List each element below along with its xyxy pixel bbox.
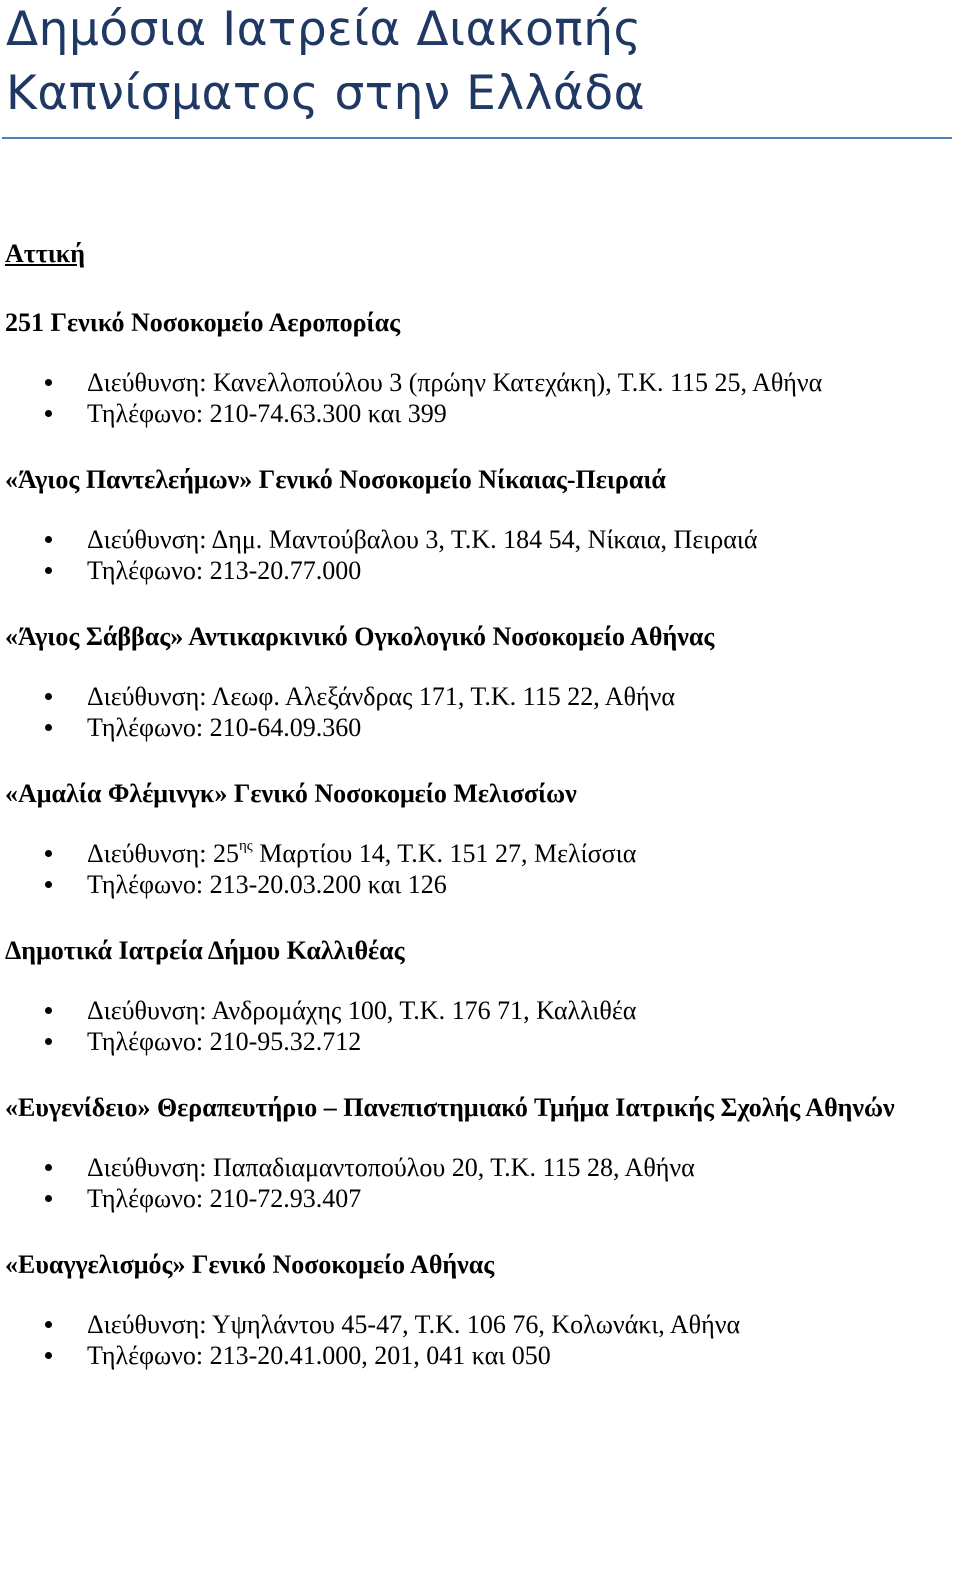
address-item xyxy=(5,1309,955,1340)
clinic-entry xyxy=(5,1090,955,1214)
clinic-details-list xyxy=(5,681,955,743)
phone-label: Τηλέφωνο: xyxy=(87,713,210,742)
clinic-details-list xyxy=(5,1309,955,1371)
address-label: Διεύθυνση: xyxy=(87,839,213,868)
clinic-name: 251 Γενικό Νοσοκομείο Αεροπορίας xyxy=(5,308,401,337)
clinic-details-list xyxy=(5,1152,955,1214)
document-body xyxy=(5,236,955,1371)
page-title-line-1: Δημόσια Ιατρεία Διακοπής xyxy=(6,2,642,57)
clinic-name: «Ευαγγελισμός» Γενικό Νοσοκομείο Αθήνας xyxy=(5,1250,495,1279)
phone-item xyxy=(5,869,955,900)
bullet-icon xyxy=(45,724,52,731)
address-item xyxy=(5,524,955,555)
clinic-name: «Ευγενίδειο» Θεραπευτήριο – Πανεπιστημιακό Τμήμα Ιατρικής Σχολής Αθηνών xyxy=(5,1093,895,1122)
phone-value: 213-20.41.000, 201, 041 και 050 xyxy=(209,1341,551,1370)
phone-label: Τηλέφωνο: xyxy=(87,556,210,585)
bullet-icon xyxy=(45,1164,52,1171)
title-divider xyxy=(2,137,952,139)
phone-value: 210-64.09.360 xyxy=(209,713,362,742)
phone-label: Τηλέφωνο: xyxy=(87,1184,210,1213)
bullet-icon xyxy=(45,567,52,574)
clinic-name: «Άγιος Σάββας» Αντικαρκινικό Ογκολογικό Νοσοκομείο Αθήνας xyxy=(5,622,715,651)
address-item xyxy=(5,1152,955,1183)
address-value: Μαρτίου 14, Τ.Κ. 151 27, Μελίσσια xyxy=(252,839,637,868)
phone-value: 210-95.32.712 xyxy=(209,1027,362,1056)
bullet-icon xyxy=(45,881,52,888)
clinic-entry xyxy=(5,933,955,1057)
bullet-icon xyxy=(45,1321,52,1328)
clinic-details-list xyxy=(5,995,955,1057)
phone-item xyxy=(5,712,955,743)
clinic-entry xyxy=(5,305,955,429)
phone-item xyxy=(5,1183,955,1214)
clinic-details-list xyxy=(5,838,955,900)
bullet-icon xyxy=(45,379,52,386)
address-item xyxy=(5,367,955,398)
phone-item xyxy=(5,1026,955,1057)
clinic-details-list xyxy=(5,367,955,429)
address-value: Υψηλάντου 45-47, Τ.Κ. 106 76, Κολωνάκι, Αθήνα xyxy=(211,1310,741,1339)
bullet-icon xyxy=(45,1007,52,1014)
clinic-entry xyxy=(5,462,955,586)
address-value: Δημ. Μαντούβαλου 3, Τ.Κ. 184 54, Νίκαια, Πειραιά xyxy=(211,525,758,554)
page-title xyxy=(0,0,936,126)
page-title-line-2: Καπνίσματος στην Ελλάδα xyxy=(6,66,646,121)
bullet-icon xyxy=(45,410,52,417)
phone-label: Τηλέφωνο: xyxy=(87,1341,210,1370)
clinic-name: «Άγιος Παντελεήμων» Γενικό Νοσοκομείο Νίκαιας-Πειραιά xyxy=(5,465,666,494)
address-value: Κανελλοπούλου 3 (πρώην Κατεχάκη), Τ.Κ. 115 25, Αθήνα xyxy=(212,368,823,397)
bullet-icon xyxy=(45,536,52,543)
clinic-name: «Αμαλία Φλέμινγκ» Γενικό Νοσοκομείο Μελισσίων xyxy=(5,779,577,808)
address-label: Διεύθυνση: xyxy=(87,1310,212,1339)
phone-item xyxy=(5,1340,955,1371)
phone-label: Τηλέφωνο: xyxy=(87,870,210,899)
phone-item xyxy=(5,555,955,586)
address-label: Διεύθυνση: xyxy=(87,525,212,554)
address-number: 25 xyxy=(212,839,239,868)
address-label: Διεύθυνση: xyxy=(87,1153,213,1182)
bullet-icon xyxy=(45,1352,52,1359)
clinic-details-list xyxy=(5,524,955,586)
bullet-icon xyxy=(45,1195,52,1202)
clinic-entry xyxy=(5,776,955,900)
phone-value: 210-72.93.407 xyxy=(209,1184,362,1213)
clinic-entry xyxy=(5,619,955,743)
bullet-icon xyxy=(45,1038,52,1045)
phone-value: 213-20.03.200 και 126 xyxy=(209,870,447,899)
address-value: Λεωφ. Αλεξάνδρας 171, Τ.Κ. 115 22, Αθήνα xyxy=(211,682,675,711)
address-label: Διεύθυνση: xyxy=(87,368,213,397)
ordinal-suffix: ης xyxy=(238,838,253,854)
clinic-entry xyxy=(5,1247,955,1371)
address-label: Διεύθυνση: xyxy=(87,996,212,1025)
address-item xyxy=(5,838,955,869)
region-heading: Αττική xyxy=(5,239,86,268)
phone-label: Τηλέφωνο: xyxy=(87,1027,210,1056)
bullet-icon xyxy=(45,850,52,857)
phone-value: 213-20.77.000 xyxy=(209,556,362,585)
phone-value: 210-74.63.300 και 399 xyxy=(209,399,447,428)
address-item xyxy=(5,995,955,1026)
address-item xyxy=(5,681,955,712)
address-value: Παπαδιαμαντοπούλου 20, Τ.Κ. 115 28, Αθήνα xyxy=(212,1153,695,1182)
clinic-name: Δημοτικά Ιατρεία Δήμου Καλλιθέας xyxy=(5,936,405,965)
address-label: Διεύθυνση: xyxy=(87,682,212,711)
bullet-icon xyxy=(45,693,52,700)
phone-label: Τηλέφωνο: xyxy=(87,399,210,428)
phone-item xyxy=(5,398,955,429)
address-value: Ανδρομάχης 100, Τ.Κ. 176 71, Καλλιθέα xyxy=(211,996,637,1025)
